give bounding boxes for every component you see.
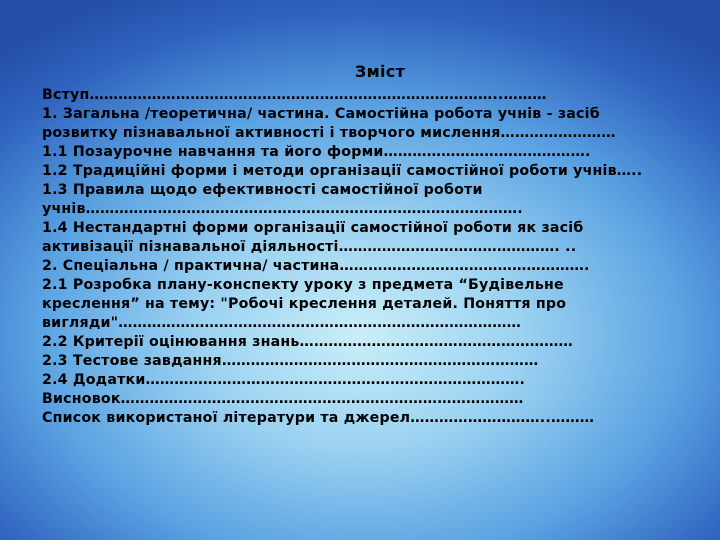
toc-line: 2.2 Критерії оцінювання знань…………………………………………………: [42, 334, 573, 350]
toc-line: Висновок…………………………………………………………………………: [42, 391, 524, 407]
toc-line: Список використаної літератури та джерел………………………..………: [42, 410, 595, 426]
toc-line: 2. Спеціальна / практична/ частина…………………………………………….: [42, 258, 590, 274]
toc-line: 2.1 Розробка плану-конспекту уроку з предмета “Будівельне: [42, 277, 564, 293]
toc-line: 1.4 Нестандартні форми організації самостійної роботи як засіб: [42, 220, 584, 236]
toc-line: розвитку пізнавальної активності і творчого мислення……………………: [42, 125, 616, 141]
toc-line: Вступ…………………………………………………………………………..………: [42, 87, 547, 103]
toc-line: учнів……………………………………………………………………………….: [42, 201, 523, 217]
table-of-contents: [42, 86, 682, 428]
page-title: Зміст: [354, 62, 406, 81]
toc-line: 2.3 Тестове завдання…………………………………………………………: [42, 353, 539, 369]
toc-line: 2.4 Додатки…………………………………………………………………….: [42, 372, 526, 388]
toc-line: 1.1 Позаурочне навчання та його форми…………………………………….: [42, 144, 591, 160]
toc-line: вигляди"…………………………………………………………………………: [42, 315, 522, 331]
toc-line: активізації пізнавальної діяльності………………………………………. ..: [42, 239, 577, 255]
toc-line: 1. Загальна /теоретична/ частина. Самостійна робота учнів - засіб: [42, 106, 600, 122]
toc-line: 1.3 Правила щодо ефективності самостійної роботи: [42, 182, 483, 198]
toc-line: 1.2 Традиційні форми і методи організації самостійної роботи учнів…..: [42, 163, 643, 179]
toc-line: креслення” на тему: "Робочі креслення деталей. Поняття про: [42, 296, 567, 312]
